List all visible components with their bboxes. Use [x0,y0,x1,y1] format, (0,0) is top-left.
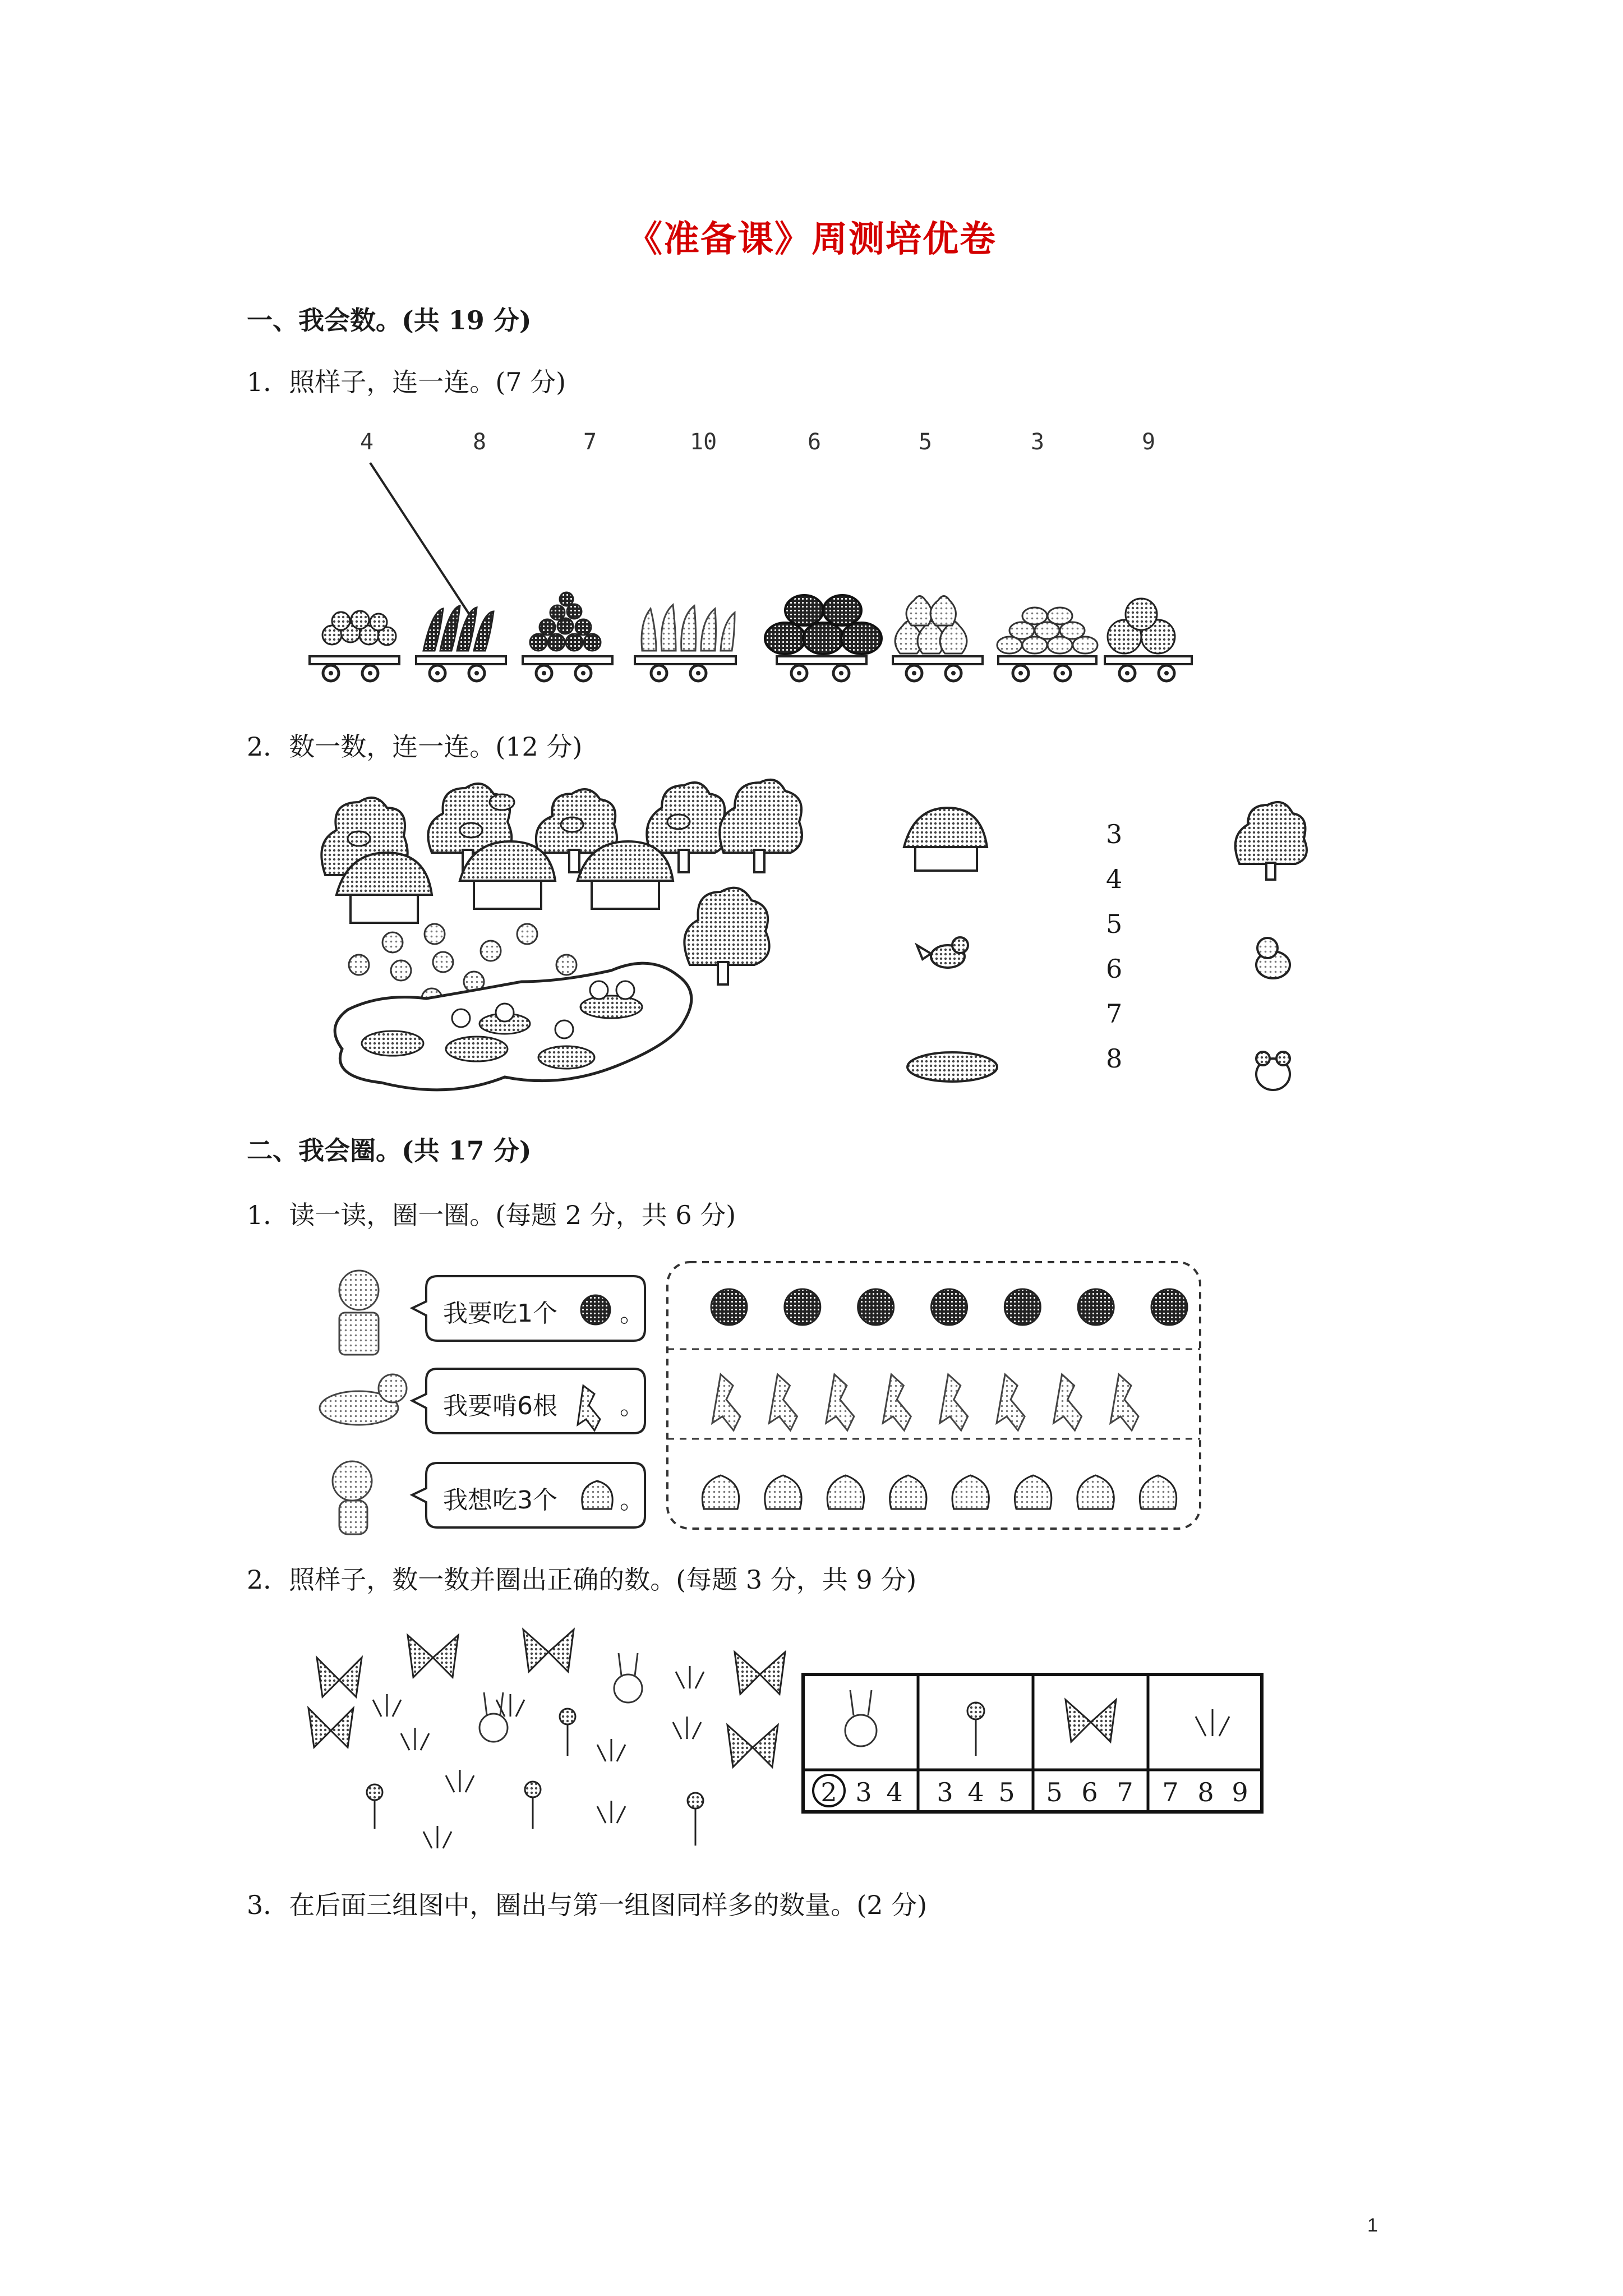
peach-icon[interactable] [952,1475,989,1509]
rabbit-icon [479,1714,508,1742]
option-number[interactable]: 6 [1081,1777,1098,1807]
chick-icon [556,955,577,975]
number-label[interactable]: 3 [1031,429,1045,455]
bone-icon[interactable] [826,1374,854,1430]
count-number[interactable]: 6 [1106,954,1123,984]
rabbit-icon [614,1674,642,1703]
bird-icon [490,794,514,810]
banana-cart[interactable] [635,605,736,681]
tree-icon [684,888,769,965]
butterfly-icon [317,1658,362,1697]
boy-icon [339,1271,379,1355]
chick-icon [481,941,501,961]
counting-scene [321,780,802,1090]
option-number[interactable]: 8 [1197,1777,1214,1807]
question-1-2-label: 2．数一数，连一连。(12 分) [247,731,583,762]
number-label[interactable]: 6 [808,429,822,455]
peach-icon[interactable] [827,1475,864,1509]
options-cell [803,1773,918,1812]
option-number[interactable]: 2 [820,1777,837,1807]
raspberry-cart[interactable] [523,592,612,681]
bubble-end: 。 [620,1486,644,1515]
count-number[interactable]: 4 [1106,864,1123,894]
option-number[interactable]: 4 [886,1777,903,1807]
option-number[interactable]: 3 [855,1777,872,1807]
dog-icon [320,1374,407,1425]
option-number[interactable]: 7 [1117,1777,1133,1807]
number-label[interactable]: 8 [473,429,487,455]
bone-icon[interactable] [712,1374,740,1430]
apple-icon[interactable] [1004,1289,1040,1325]
peach-icon[interactable] [890,1475,926,1509]
bird-icon [460,823,482,838]
chick-icon [382,932,403,953]
chick-icon [433,952,453,972]
bird-icon [917,937,968,968]
options-cell [1033,1773,1148,1812]
bone-icon[interactable] [997,1374,1025,1430]
page-number: 1 [1367,2215,1378,2236]
bubble-text: 我想吃3个 [443,1486,557,1515]
options-cell [1148,1773,1262,1812]
lily-pad-icon [538,1046,594,1069]
option-number[interactable]: 7 [1162,1777,1179,1807]
tree-icon [1235,802,1307,864]
question-1-1-label: 1．照样子，连一连。(7 分) [247,367,566,397]
count-number[interactable]: 5 [1106,909,1123,939]
flower-icon [967,1703,984,1719]
butterfly-icon [523,1630,574,1672]
count-number[interactable]: 3 [1106,819,1123,849]
option-number[interactable]: 3 [937,1777,953,1807]
frog-icon [1256,1052,1290,1090]
peach-icon[interactable] [765,1475,801,1509]
grass-icon [401,1728,429,1750]
section-2-heading: 二、我会圈。(共 17 分) [247,1135,532,1166]
count-number[interactable]: 8 [1106,1043,1123,1074]
apple-icon[interactable] [858,1289,894,1325]
chick-icon [391,960,411,981]
grass-icon [597,1739,625,1761]
bone-icon[interactable] [769,1374,797,1430]
melon-cart[interactable] [1105,599,1192,681]
butterfly-icon [308,1708,353,1747]
counting-scene-2 [308,1630,785,1848]
lily-pad-icon [907,1052,997,1082]
lily-pad-icon [362,1031,423,1056]
strawberry-cart[interactable] [310,611,399,681]
sample-connect-line [370,463,471,617]
flower-icon [367,1784,382,1800]
bird-icon [348,831,370,846]
bubble-end: 。 [620,1392,644,1420]
flower-icon [560,1709,575,1724]
bubble-text: 我要吃1个 [443,1299,557,1328]
peach-icon[interactable] [1140,1475,1176,1509]
corn-cart[interactable] [416,606,506,681]
flower-icon [525,1782,541,1797]
rabbit-icon [845,1715,877,1746]
grass-icon [676,1666,704,1688]
bone-icon[interactable] [883,1374,911,1430]
apple-icon [581,1295,610,1324]
lily-pad-icon [446,1037,508,1061]
number-label[interactable]: 9 [1142,429,1156,455]
option-number[interactable]: 9 [1232,1777,1248,1807]
grass-icon [597,1801,625,1823]
frog-icon [496,1004,514,1022]
peach-icon[interactable] [702,1475,739,1509]
bone-icon[interactable] [1110,1374,1138,1430]
option-number[interactable]: 5 [1046,1777,1063,1807]
chick-icon [517,924,537,944]
frog-icon [616,981,634,999]
apple-icon[interactable] [1151,1289,1187,1325]
watermelon-cart[interactable] [765,595,882,681]
monkey-icon [333,1461,372,1534]
grass-icon [423,1826,451,1848]
peach-icon[interactable] [1077,1475,1114,1509]
butterfly-icon [408,1635,458,1677]
number-label[interactable]: 10 [690,429,717,455]
bubble-end: 。 [620,1299,644,1328]
question-2-1-label: 1．读一读，圈一圈。(每题 2 分，共 6 分) [247,1200,736,1230]
butterfly-icon [735,1652,785,1694]
butterfly-icon [1066,1700,1116,1742]
number-label[interactable]: 7 [583,429,597,455]
bone-icon[interactable] [1054,1374,1082,1430]
bird-icon [667,815,690,829]
number-label[interactable]: 5 [919,429,933,455]
peach-cart[interactable] [997,608,1098,681]
apple-icon[interactable] [1078,1289,1114,1325]
mushroom-house-icon [904,808,987,847]
pear-cart[interactable] [893,596,983,682]
peach-icon[interactable] [1015,1475,1051,1509]
chick-icon [1256,938,1290,978]
bird-icon [561,817,583,832]
options-cell [918,1773,1033,1812]
chick-icon [425,924,445,944]
frog-icon [590,981,608,999]
grass-icon [1196,1709,1229,1736]
section-1-heading: 一、我会数。(共 19 分) [247,305,532,335]
apple-icon[interactable] [785,1289,820,1325]
apple-icon[interactable] [932,1289,967,1325]
option-number[interactable]: 5 [998,1777,1015,1807]
flower-icon [688,1793,703,1809]
bone-icon[interactable] [940,1374,968,1430]
lily-pad-icon [580,996,642,1018]
question-2-2-label: 2．照样子，数一数并圈出正确的数。(每题 3 分，共 9 分) [247,1565,917,1595]
grass-icon [446,1770,474,1792]
grass-icon [673,1717,701,1739]
butterfly-icon [727,1725,778,1767]
option-number[interactable]: 4 [967,1777,984,1807]
frog-icon [555,1020,573,1038]
question-2-3-label: 3．在后面三组图中，圈出与第一组图同样多的数量。(2 分) [247,1890,928,1920]
number-label[interactable]: 4 [360,429,374,455]
tree-icon [720,780,802,853]
count-number[interactable]: 7 [1106,999,1123,1029]
apple-icon[interactable] [711,1289,747,1325]
frog-icon [452,1009,470,1027]
bubble-text: 我要啃6根 [443,1392,557,1420]
page-title: 《准备课》周测培优卷 [626,218,997,260]
grass-icon [373,1694,401,1717]
chick-icon [349,955,369,975]
